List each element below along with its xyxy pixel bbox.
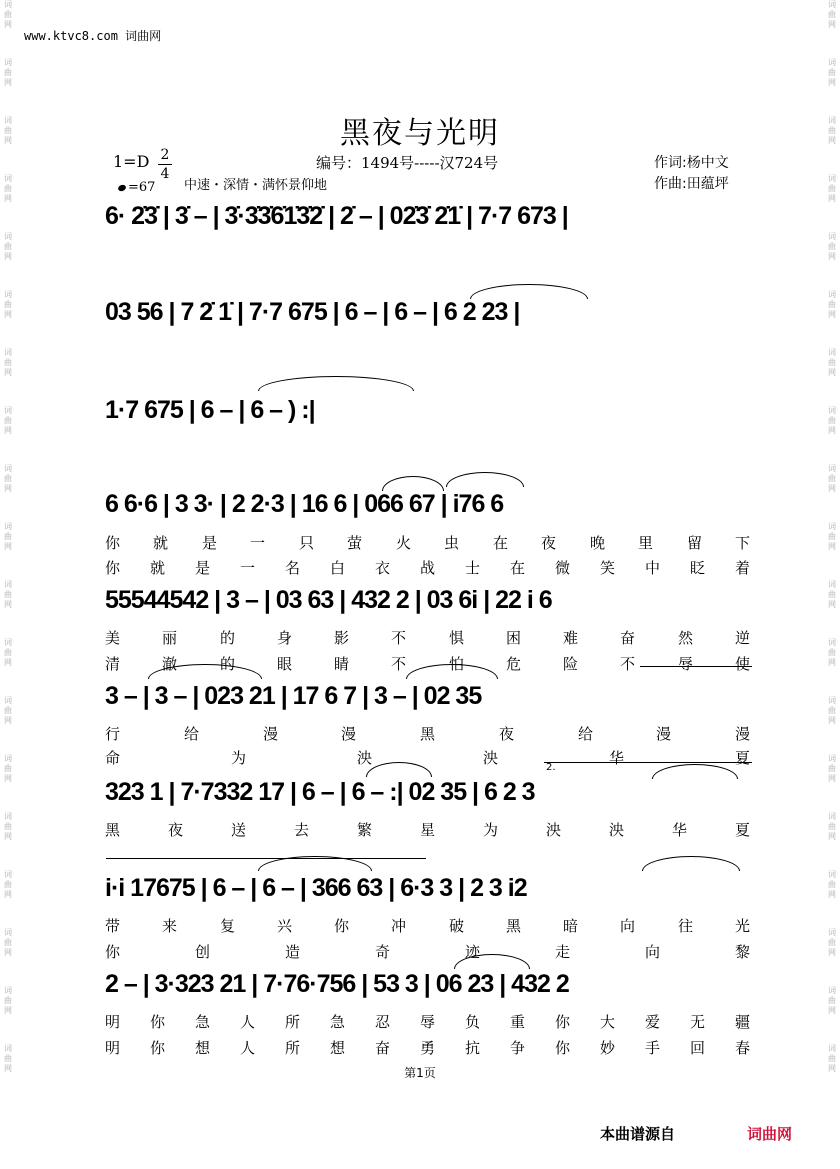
lyric-char: 你 [150,1039,166,1057]
brand-link[interactable]: 词曲网 [747,1125,793,1143]
lyric-char: 争 [510,1039,526,1057]
left-watermark-strip [0,0,16,1169]
lyric-line-4b [105,558,752,578]
watermark-text: 词 曲 网 [828,464,836,493]
watermark-text: 词 曲 网 [4,348,12,377]
slur [446,472,524,487]
lyric-char: 急 [330,1013,346,1031]
source-label: 本曲谱源自 [600,1125,676,1143]
lyric-char: 想 [195,1039,211,1057]
lyric-char: 给 [578,725,594,743]
lyric-char: 黑 [105,821,121,839]
watermark-text: 词 曲 网 [828,174,836,203]
watermark-text: 词 曲 网 [4,406,12,435]
lyric-char: 中 [645,559,661,577]
lyric-char: 影 [334,629,350,647]
lyric-char: 漫 [341,725,357,743]
lyric-char: 只 [299,534,315,552]
lyric-char: 战 [420,559,436,577]
lyric-char: 的 [220,655,236,673]
lyric-char: 微 [555,559,571,577]
lyric-char: 虫 [444,534,460,552]
watermark-text: 词 曲 网 [828,232,836,261]
lyric-char: 明 [105,1013,121,1031]
watermark-text: 词 曲 网 [828,580,836,609]
lyric-char: 一 [250,534,266,552]
lyric-char: 眨 [690,559,706,577]
lyric-char: 华 [609,749,625,767]
tempo-mark: =67 [118,180,155,195]
quarter-note-icon [117,184,127,192]
lyric-char: 着 [735,559,751,577]
lyric-char: 造 [285,943,301,961]
lyric-char: 疆 [735,1013,751,1031]
lyric-char: 奋 [620,629,636,647]
lyric-char: 难 [563,629,579,647]
lyric-char: 眼 [277,655,293,673]
lyric-char: 危 [506,655,522,673]
volta-line [106,858,426,859]
lyric-char: 抗 [465,1039,481,1057]
lyric-char: 暗 [563,917,579,935]
score-row-1: 6· 2̇3̇ | 3̇ – | 3̇·3̇3̇6̇1̇3̇2̇ | 2̇ – | 02̇3̇ 2̇1̇ | 7·7 673 | [105,202,568,230]
lyric-char: 妙 [600,1039,616,1057]
lyric-char: 漫 [263,725,279,743]
lyric-char: 春 [735,1039,751,1057]
watermark-text: 词 曲 网 [828,290,836,319]
serial-number: 编号：1494号-----汉724号 [316,154,499,172]
lyric-char: 然 [678,629,694,647]
score-row-3: 1·7 675 | 6 – | 6 – ) :| [105,396,315,424]
lyric-line-9a [105,1012,752,1032]
lyric-char: 奇 [375,943,391,961]
lyric-char: 是 [195,559,211,577]
lyric-char: 身 [277,629,293,647]
score-row-5: 55544542 | 3 – | 03 63 | 432 2 | 03 6i | 22 i 6 [105,586,552,614]
watermark-text: 词 曲 网 [828,928,836,957]
lyric-line-6b [105,748,752,768]
lyric-char: 衣 [375,559,391,577]
lyric-char: 创 [195,943,211,961]
lyric-char: 来 [162,917,178,935]
lyric-char: 泱 [609,821,625,839]
lyric-char: 繁 [357,821,373,839]
lyric-char: 奋 [375,1039,391,1057]
lyric-char: 回 [690,1039,706,1057]
lyric-char: 负 [465,1013,481,1031]
lyric-char: 去 [294,821,310,839]
lyric-char: 星 [420,821,436,839]
lyric-char: 白 [330,559,346,577]
lyric-char: 就 [153,534,169,552]
time-signature: 2 4 [158,146,172,183]
slur [258,376,414,391]
watermark-text: 词 曲 网 [828,696,836,725]
watermark-text: 词 曲 网 [4,174,12,203]
watermark-text: 词 曲 网 [828,58,836,87]
lyric-char: 送 [231,821,247,839]
score-row-6: 3 – | 3 – | 023 21 | 17 6 7 | 3 – | 02 35 [105,682,482,710]
watermark-text: 词 曲 网 [4,870,12,899]
lyric-char: 困 [506,629,522,647]
lyric-char: 为 [483,821,499,839]
watermark-text: 词 曲 网 [4,638,12,667]
lyric-char: 兴 [277,917,293,935]
watermark-text: 词 曲 网 [828,870,836,899]
watermark-text: 词 曲 网 [828,1044,836,1073]
lyric-char: 萤 [347,534,363,552]
right-watermark-strip [824,0,840,1169]
watermark-text: 词 曲 网 [4,580,12,609]
lyric-char: 是 [202,534,218,552]
lyric-line-8b [105,942,752,962]
score-row-8: i·i 17675 | 6 – | 6 – | 366 63 | 6·3 3 | 2 3 i2 [105,874,527,902]
lyric-char: 复 [220,917,236,935]
lyric-char: 为 [231,749,247,767]
lyric-char: 勇 [420,1039,436,1057]
lyric-char: 留 [687,534,703,552]
composer-credit: 作曲:田蕴坪 [654,176,729,192]
watermark-text: 词 曲 网 [828,986,836,1015]
score-row-4: 6 6·6 | 3 3· | 2 2·3 | 16 6 | 066 67 | i76 6 [105,490,504,518]
lyric-char: 下 [735,534,751,552]
watermark-text: 词 曲 网 [828,406,836,435]
lyric-char: 你 [105,943,121,961]
lyric-char: 所 [285,1039,301,1057]
lyric-char: 不 [620,655,636,673]
lyric-char: 手 [645,1039,661,1057]
lyric-char: 忍 [375,1013,391,1031]
lyric-char: 行 [105,725,121,743]
watermark-text: 词 曲 网 [828,638,836,667]
lyric-char: 急 [195,1013,211,1031]
watermark-text: 词 曲 网 [4,986,12,1015]
watermark-text: 词 曲 网 [4,232,12,261]
score-row-7: 323 1 | 7·7332 17 | 6 – | 6 – :| 02 35 | 6 2 3 [105,778,535,806]
lyric-char: 光 [735,917,751,935]
lyric-char: 不 [391,655,407,673]
lyric-char: 怕 [449,655,465,673]
watermark-text: 词 曲 网 [4,0,12,29]
lyric-line-5b [105,654,752,674]
lyric-char: 丽 [162,629,178,647]
lyric-char: 辱 [420,1013,436,1031]
key-signature: 1=D [113,152,150,171]
page-number: 第1页 [404,1066,436,1080]
watermark-text: 词 曲 网 [4,116,12,145]
watermark-text: 词 曲 网 [4,696,12,725]
lyric-char: 明 [105,1039,121,1057]
lyric-char: 一 [240,559,256,577]
lyric-char: 泱 [546,821,562,839]
lyric-char: 美 [105,629,121,647]
watermark-text: 词 曲 网 [828,754,836,783]
watermark-text: 词 曲 网 [828,116,836,145]
site-url[interactable]: www.ktvc8.com 词曲网 [24,29,162,43]
lyric-char: 夜 [168,821,184,839]
lyric-char: 就 [150,559,166,577]
lyric-char: 人 [240,1039,256,1057]
lyric-char: 泱 [357,749,373,767]
watermark-text: 词 曲 网 [4,812,12,841]
watermark-text: 词 曲 网 [828,348,836,377]
lyric-line-4a [105,533,752,553]
lyric-line-9b [105,1038,752,1058]
volta-label: 2. [546,762,556,773]
watermark-text: 词 曲 网 [4,58,12,87]
lyric-char: 无 [690,1013,706,1031]
lyric-char: 里 [638,534,654,552]
lyric-line-6a [105,724,752,744]
lyric-char: 辱 [678,655,694,673]
lyric-line-7 [105,820,752,840]
watermark-text: 词 曲 网 [4,1044,12,1073]
lyric-char: 想 [330,1039,346,1057]
lyric-char: 黎 [735,943,751,961]
lyric-char: 笑 [600,559,616,577]
lyric-char: 使 [735,655,751,673]
lyric-char: 险 [563,655,579,673]
lyric-char: 清 [105,655,121,673]
lyric-char: 不 [391,629,407,647]
lyric-char: 向 [620,917,636,935]
slur [382,476,444,491]
lyric-char: 士 [465,559,481,577]
lyric-char: 爱 [645,1013,661,1031]
lyricist-credit: 作词:杨中文 [654,155,729,171]
lyric-char: 你 [105,534,121,552]
lyric-line-8a [105,916,752,936]
lyric-char: 你 [555,1013,571,1031]
lyric-char: 迹 [465,943,481,961]
lyric-char: 惧 [449,629,465,647]
lyric-char: 你 [150,1013,166,1031]
lyric-line-5a [105,628,752,648]
lyric-char: 夜 [499,725,515,743]
lyric-char: 重 [510,1013,526,1031]
watermark-text: 词 曲 网 [4,754,12,783]
lyric-char: 夏 [735,821,751,839]
lyric-char: 澈 [162,655,178,673]
lyric-char: 往 [678,917,694,935]
page-title: 黑夜与光明 [340,116,500,151]
lyric-char: 逆 [735,629,751,647]
lyric-char: 你 [555,1039,571,1057]
lyric-char: 夜 [541,534,557,552]
lyric-char: 夏 [735,749,751,767]
lyric-char: 晚 [590,534,606,552]
lyric-char: 睛 [334,655,350,673]
watermark-text: 词 曲 网 [828,0,836,29]
watermark-text: 词 曲 网 [828,522,836,551]
score-row-2: 03 56 | 7 2̇ 1̇ | 7·7 675 | 6 – | 6 – | 6 2 23 | [105,298,520,326]
lyric-char: 的 [220,629,236,647]
watermark-text: 词 曲 网 [4,928,12,957]
lyric-char: 向 [645,943,661,961]
lyric-char: 黑 [420,725,436,743]
expression-mark: 中速・深情・满怀景仰地 [184,178,328,193]
watermark-text: 词 曲 网 [4,464,12,493]
lyric-char: 大 [600,1013,616,1031]
lyric-char: 名 [285,559,301,577]
lyric-char: 火 [396,534,412,552]
lyric-char: 人 [240,1013,256,1031]
slur [642,856,740,871]
lyric-char: 漫 [656,725,672,743]
lyric-char: 命 [105,749,121,767]
lyric-char: 在 [493,534,509,552]
lyric-char: 在 [510,559,526,577]
watermark-text: 词 曲 网 [4,290,12,319]
lyric-char: 给 [184,725,200,743]
lyric-char: 黑 [506,917,522,935]
lyric-char: 破 [449,917,465,935]
watermark-text: 词 曲 网 [4,522,12,551]
lyric-char: 泱 [483,749,499,767]
lyric-char: 所 [285,1013,301,1031]
lyric-char: 带 [105,917,121,935]
lyric-char: 你 [105,559,121,577]
lyric-char: 冲 [391,917,407,935]
lyric-char: 华 [672,821,688,839]
lyric-char: 你 [334,917,350,935]
lyric-char: 走 [555,943,571,961]
lyric-char: 漫 [735,725,751,743]
slur [470,284,588,299]
score-row-9: 2 – | 3·323 21 | 7·76·756 | 53 3 | 06 23 | 432 2 [105,970,569,998]
watermark-text: 词 曲 网 [828,812,836,841]
